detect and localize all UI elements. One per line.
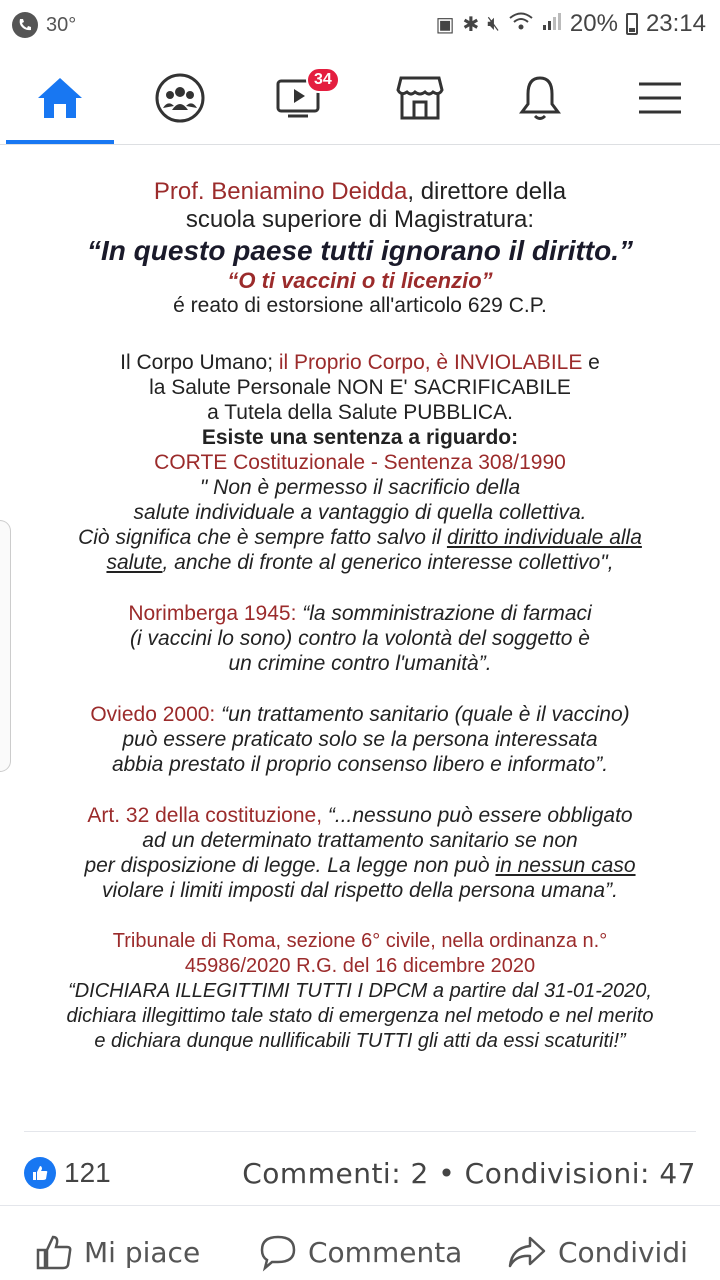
norimberga-line-1 bbox=[24, 601, 696, 626]
reactions-bar bbox=[0, 1145, 720, 1206]
top-nav-bar bbox=[0, 52, 720, 145]
corte-quote-1: " Non è permesso il sacrificio della bbox=[199, 476, 521, 499]
oviedo-q1: “un trattamento sanitario (quale è il vaccino) bbox=[215, 703, 630, 726]
corte-quote-3a: Ciò significa che è sempre fatto salvo il bbox=[78, 526, 447, 549]
hamburger-menu-icon bbox=[637, 78, 683, 118]
comment-bubble-icon bbox=[258, 1232, 298, 1272]
author-line bbox=[24, 178, 696, 206]
comment-button[interactable] bbox=[258, 1232, 462, 1272]
norimberga-label: Norimberga 1945: bbox=[128, 602, 297, 625]
battery-icon bbox=[626, 13, 638, 35]
share-button-label: Condividi bbox=[558, 1235, 688, 1269]
art32-line-3 bbox=[24, 853, 696, 878]
corte-line: CORTE Costituzionale - Sentenza 308/1990 bbox=[154, 451, 566, 474]
art32-q3a: per disposizione di legge. La legge non può bbox=[84, 854, 496, 877]
art32-line-4: violare i limiti imposti dal rispetto della persona umana”. bbox=[102, 879, 618, 902]
author-role: , direttore della bbox=[407, 178, 567, 205]
share-arrow-icon bbox=[506, 1232, 548, 1272]
temperature: 30° bbox=[46, 13, 77, 36]
bluetooth-icon: ✱ bbox=[462, 13, 480, 36]
corpo-line-1 bbox=[24, 350, 696, 375]
nav-watch[interactable] bbox=[240, 52, 360, 144]
like-reaction-icon bbox=[24, 1157, 56, 1189]
post-image[interactable] bbox=[24, 146, 696, 1132]
corte-quote-3u: diritto individuale alla bbox=[446, 526, 642, 549]
like-count[interactable] bbox=[24, 1157, 111, 1189]
sentenza-heading: Esiste una sentenza a riguardo: bbox=[201, 426, 519, 449]
thumbs-up-icon bbox=[34, 1232, 74, 1272]
like-button[interactable] bbox=[34, 1232, 200, 1272]
corte-quote-4u: salute bbox=[106, 551, 163, 574]
norimberga-line-2: (i vaccini lo sono) contro la volontà del soggetto è bbox=[130, 627, 590, 650]
mute-icon: 🔇︎ bbox=[487, 12, 500, 35]
oviedo-line-1 bbox=[24, 702, 696, 727]
author-line-2: scuola superiore di Magistratura: bbox=[185, 206, 535, 233]
clock: 23:14 bbox=[645, 10, 706, 37]
corte-quote-4 bbox=[24, 550, 696, 575]
oviedo-label: Oviedo 2000: bbox=[90, 703, 216, 726]
signal-icon bbox=[542, 11, 562, 37]
poster-text bbox=[24, 178, 696, 1054]
phone-icon bbox=[12, 12, 38, 38]
norimberga-q1: “la somministrazione di farmaci bbox=[296, 602, 592, 625]
nav-menu[interactable] bbox=[600, 52, 720, 144]
bell-icon bbox=[517, 74, 563, 122]
tribunale-quote-2: dichiara illegittimo tale stato di emergenza nel metodo e nel merito bbox=[66, 1005, 654, 1027]
corpo-a: Il Corpo Umano; bbox=[120, 351, 279, 374]
art32-line-2: ad un determinato trattamento sanitario se non bbox=[142, 829, 578, 852]
status-left bbox=[12, 12, 76, 38]
art32-q3u: in nessun caso bbox=[495, 854, 636, 877]
norimberga-line-3: un crimine contro l'umanità”. bbox=[228, 652, 492, 675]
tribunale-line-2: 45986/2020 R.G. del 16 dicembre 2020 bbox=[184, 955, 536, 977]
tribunale-quote-3: e dichiara dunque nullificabili TUTTI gli atti da essi scaturiti!” bbox=[94, 1030, 626, 1052]
oviedo-line-2: può essere praticato solo se la persona interessata bbox=[122, 728, 598, 751]
nav-groups[interactable] bbox=[120, 52, 240, 144]
corte-quote-3 bbox=[24, 525, 696, 550]
share-button[interactable] bbox=[506, 1232, 688, 1272]
nav-home[interactable] bbox=[0, 52, 120, 144]
corpo-b: il Proprio Corpo, è INVIOLABILE bbox=[278, 351, 583, 374]
store-icon bbox=[395, 74, 445, 122]
comment-button-label: Commenta bbox=[308, 1235, 463, 1269]
comment-share-stats[interactable]: Commenti: 2 • Condivisioni: 47 bbox=[242, 1157, 696, 1190]
nav-marketplace[interactable] bbox=[360, 52, 480, 144]
wifi-icon bbox=[508, 11, 534, 37]
watch-badge: 34 bbox=[306, 67, 340, 93]
art32-label: Art. 32 della costituzione, bbox=[87, 804, 323, 827]
home-icon bbox=[36, 76, 84, 120]
corpo-line-2: la Salute Personale NON E' SACRIFICABILE bbox=[149, 376, 571, 399]
post-action-bar bbox=[0, 1220, 720, 1280]
corpo-c: e bbox=[582, 351, 600, 374]
like-button-label: Mi piace bbox=[84, 1235, 201, 1269]
corpo-line-3: a Tutela della Salute PUBBLICA. bbox=[207, 401, 513, 424]
corte-quote-2: salute individuale a vantaggio di quella collettiva. bbox=[133, 501, 587, 524]
headline: “In questo paese tutti ignorano il diritto.” bbox=[87, 235, 633, 266]
quote-vaccini-note: é reato di estorsione all'articolo 629 C.P. bbox=[173, 294, 547, 317]
status-right bbox=[436, 10, 706, 38]
like-count-value: 121 bbox=[64, 1157, 111, 1188]
tribunale-line-1: Tribunale di Roma, sezione 6° civile, nella ordinanza n.° bbox=[112, 930, 608, 952]
quote-vaccini: “O ti vaccini o ti licenzio” bbox=[227, 268, 493, 293]
battery-percent: 20% bbox=[569, 10, 618, 37]
groups-icon bbox=[154, 72, 206, 124]
art32-q1: “...nessuno può essere obbligato bbox=[322, 804, 633, 827]
sim-icon: ▣ bbox=[435, 13, 455, 36]
nav-notifications[interactable] bbox=[480, 52, 600, 144]
tribunale-quote-1: “DICHIARA ILLEGITTIMI TUTTI I DPCM a partire dal 31-01-2020, bbox=[68, 980, 652, 1002]
side-scroll-hint bbox=[0, 520, 11, 772]
status-bar bbox=[0, 0, 720, 52]
art32-line-1 bbox=[24, 803, 696, 828]
oviedo-line-3: abbia prestato il proprio consenso libero e informato”. bbox=[111, 753, 609, 776]
author-name: Prof. Beniamino Deidda bbox=[153, 178, 408, 205]
corte-quote-4b: , anche di fronte al generico interesse collettivo", bbox=[162, 551, 614, 574]
